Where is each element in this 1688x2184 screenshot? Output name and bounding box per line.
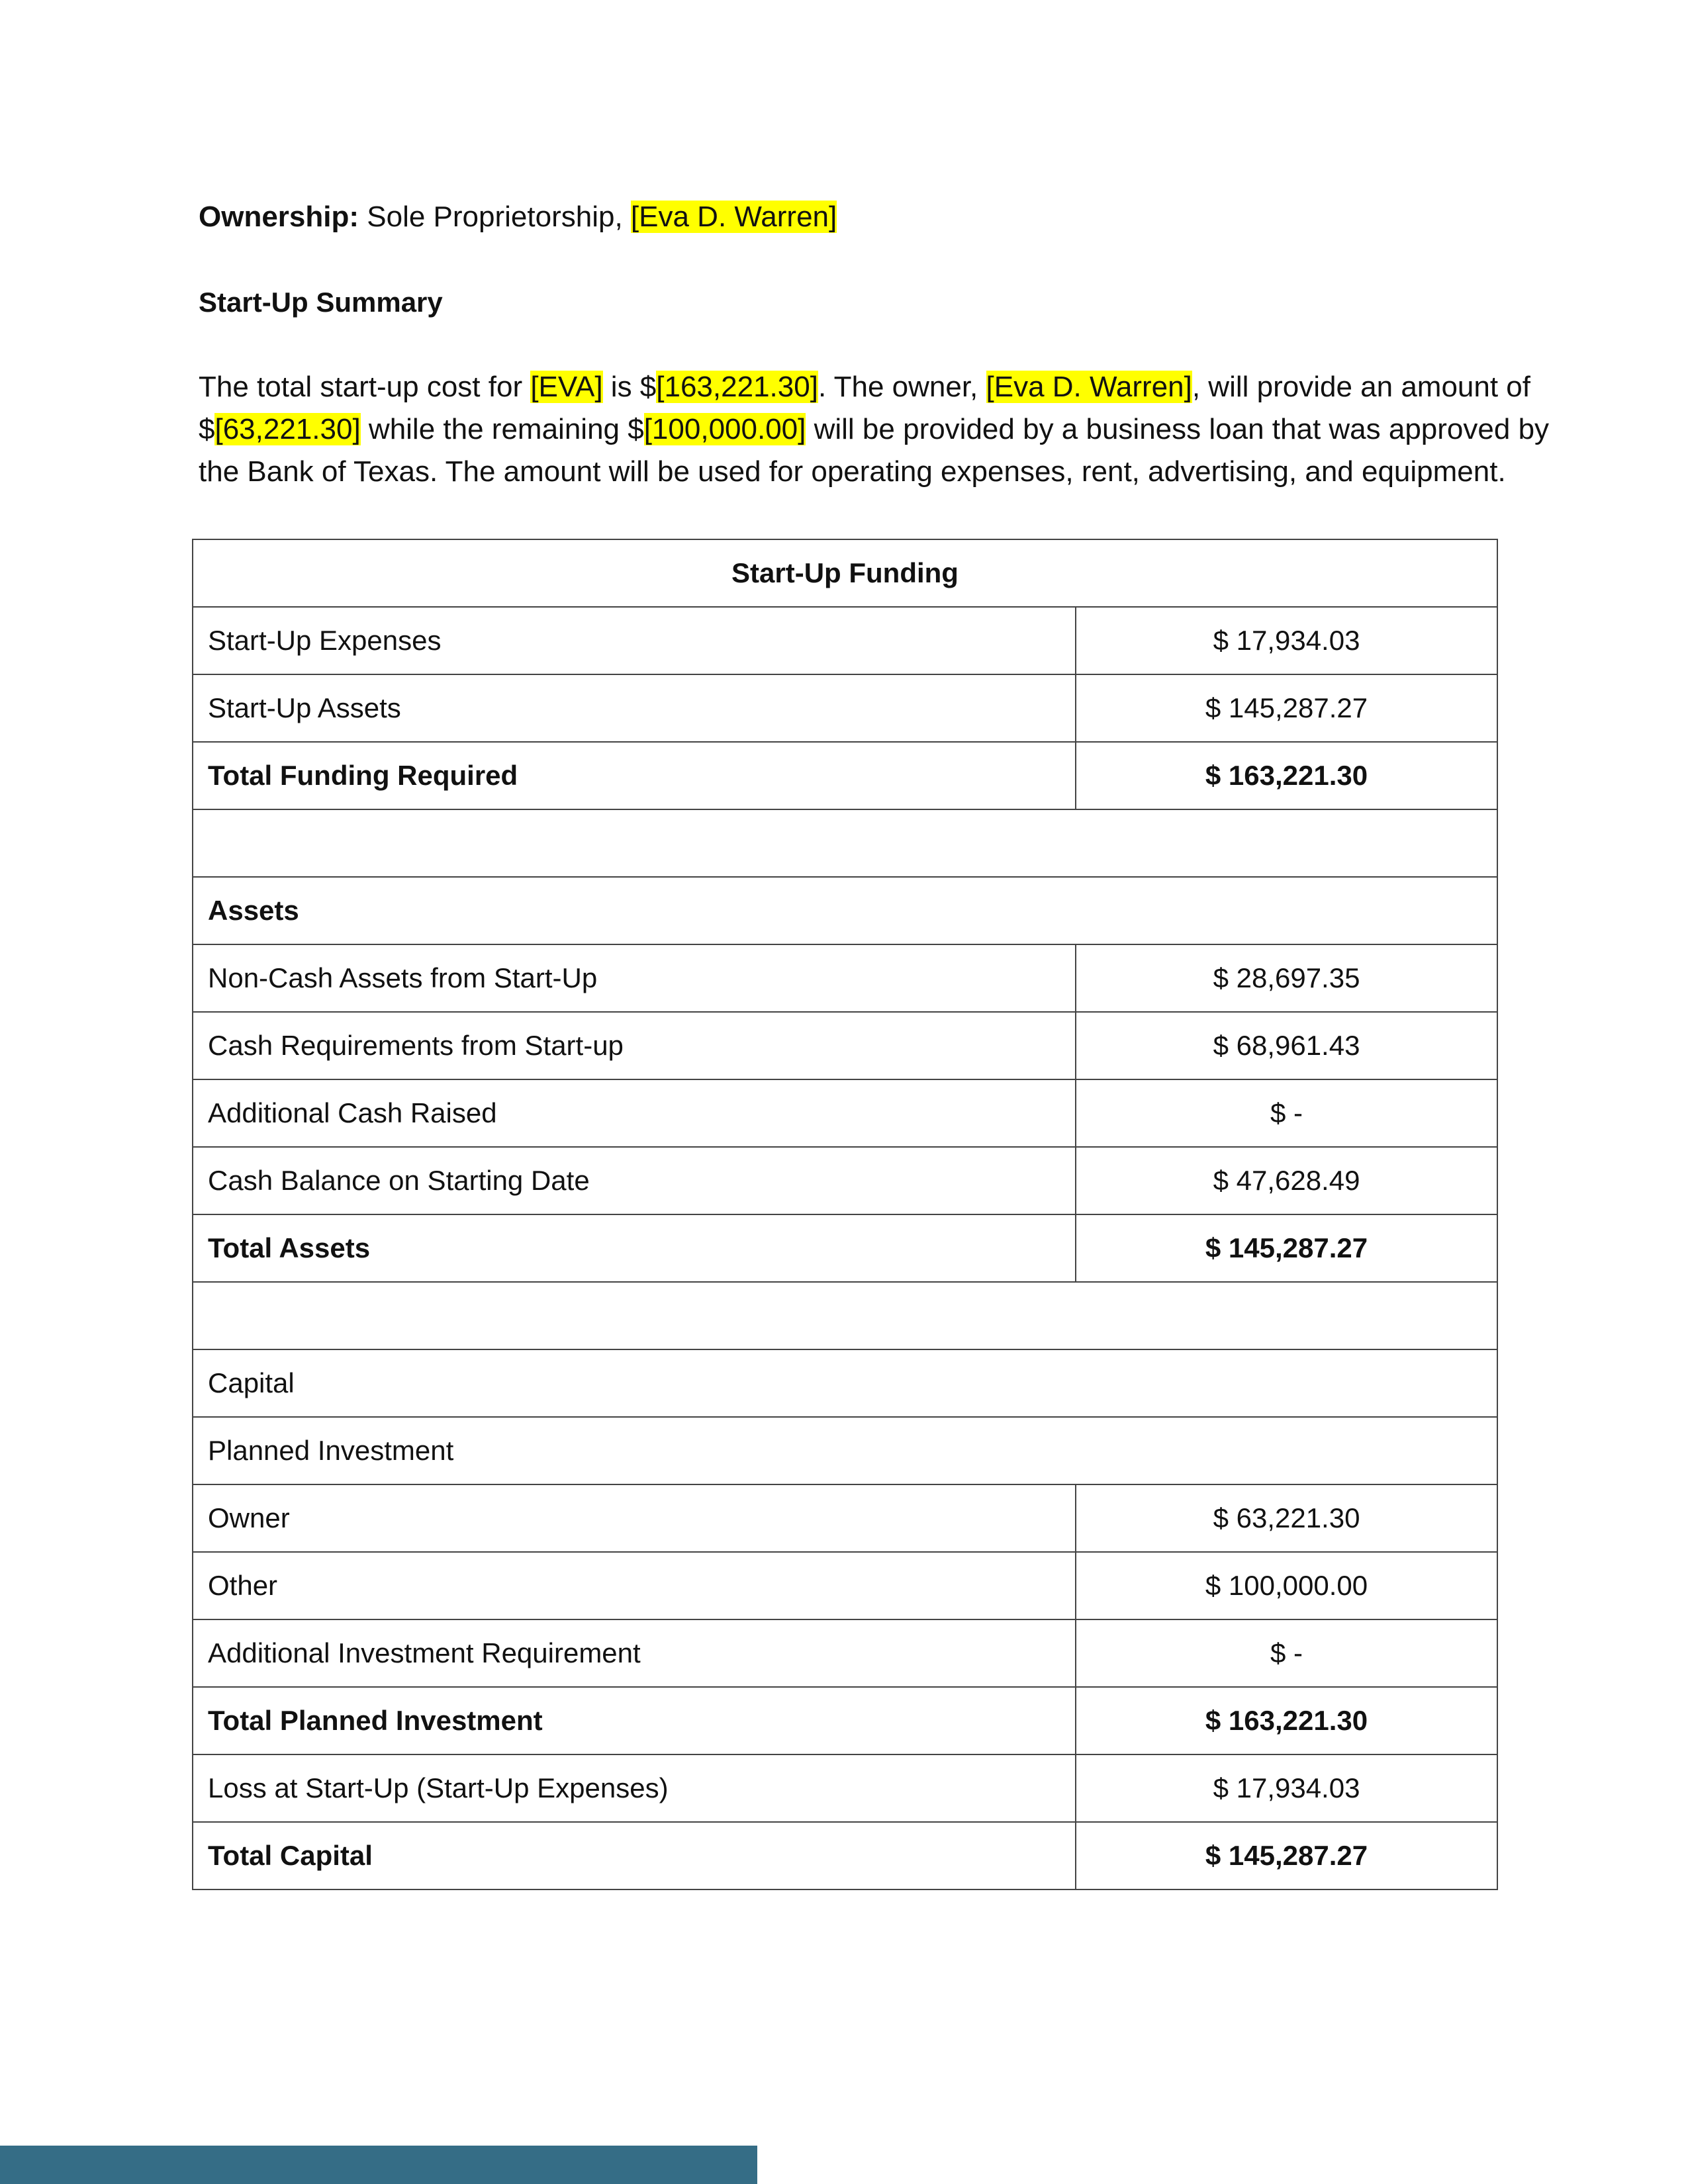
row-label: Additional Investment Requirement: [193, 1619, 1076, 1687]
table-title-row: [193, 539, 1497, 607]
row-value: $ 163,221.30: [1076, 1687, 1497, 1754]
section-label: Planned Investment: [193, 1417, 1497, 1484]
row-value: $ 63,221.30: [1076, 1484, 1497, 1552]
table-row-total-funding-required: [193, 742, 1497, 809]
row-value: $ 145,287.27: [1076, 674, 1497, 742]
row-value: $ 68,961.43: [1076, 1012, 1497, 1079]
table-row-startup-assets: [193, 674, 1497, 742]
blank-cell: [193, 809, 1497, 877]
row-value: $ -: [1076, 1079, 1497, 1147]
row-value: $ 163,221.30: [1076, 742, 1497, 809]
row-label: Loss at Start-Up (Start-Up Expenses): [193, 1754, 1076, 1822]
startup-summary-paragraph: [199, 366, 1550, 493]
table-section-capital: [193, 1349, 1497, 1417]
paragraph-text: The total start-up cost for: [199, 371, 531, 403]
table-row-cash-requirements: [193, 1012, 1497, 1079]
row-label: Total Planned Investment: [193, 1687, 1076, 1754]
section-label: Capital: [193, 1349, 1497, 1417]
ownership-type: Sole Proprietorship,: [359, 201, 631, 233]
paragraph-text: . The owner,: [818, 371, 986, 403]
paragraph-line-1: [199, 366, 1530, 408]
table-row-owner: [193, 1484, 1497, 1552]
row-label: Cash Requirements from Start-up: [193, 1012, 1076, 1079]
row-label: Additional Cash Raised: [193, 1079, 1076, 1147]
paragraph-text: while the remaining $: [360, 413, 644, 445]
total-cost-highlight: [163,221.30]: [656, 371, 818, 403]
paragraph-text: is $: [602, 371, 657, 403]
table-row-total-planned-investment: [193, 1687, 1497, 1754]
row-label: Cash Balance on Starting Date: [193, 1147, 1076, 1214]
row-label: Other: [193, 1552, 1076, 1619]
row-label: Owner: [193, 1484, 1076, 1552]
table-section-assets: [193, 877, 1497, 944]
row-value: $ 145,287.27: [1076, 1822, 1497, 1889]
row-value: $ 17,934.03: [1076, 607, 1497, 674]
paragraph-text: , will provide an amount of: [1192, 371, 1530, 403]
row-value: $ 47,628.49: [1076, 1147, 1497, 1214]
row-label: Start-Up Expenses: [193, 607, 1076, 674]
table-row-startup-expenses: [193, 607, 1497, 674]
row-label: Start-Up Assets: [193, 674, 1076, 742]
company-name-highlight: [EVA]: [530, 371, 603, 403]
paragraph-line-2: [199, 408, 1550, 451]
section-label: Assets: [193, 877, 1497, 944]
startup-funding-table: [192, 539, 1498, 1890]
row-value: $ 145,287.27: [1076, 1214, 1497, 1282]
footer-accent-bar: [0, 2146, 757, 2184]
table-row-blank: [193, 1282, 1497, 1349]
paragraph-text: $: [199, 413, 215, 445]
table-row-blank: [193, 809, 1497, 877]
row-label: Total Funding Required: [193, 742, 1076, 809]
table-row-additional-cash-raised: [193, 1079, 1497, 1147]
table-row-total-capital: [193, 1822, 1497, 1889]
blank-cell: [193, 1282, 1497, 1349]
row-label: Total Assets: [193, 1214, 1076, 1282]
row-value: $ 17,934.03: [1076, 1754, 1497, 1822]
startup-summary-heading: Start-Up Summary: [199, 287, 443, 318]
table-row-other: [193, 1552, 1497, 1619]
row-value: $ -: [1076, 1619, 1497, 1687]
paragraph-line-3: the Bank of Texas. The amount will be used for operating expenses, rent, advertising, and equipment.: [199, 455, 1506, 488]
owner-amount-highlight: [63,221.30]: [214, 413, 361, 445]
table-row-total-assets: [193, 1214, 1497, 1282]
table-title: Start-Up Funding: [193, 539, 1497, 607]
row-value: $ 100,000.00: [1076, 1552, 1497, 1619]
loan-amount-highlight: [100,000.00]: [643, 413, 806, 445]
ownership-line: [199, 196, 837, 238]
table-row-additional-investment: [193, 1619, 1497, 1687]
ownership-label: Ownership:: [199, 201, 359, 233]
row-label: Non-Cash Assets from Start-Up: [193, 944, 1076, 1012]
table-section-planned-investment: [193, 1417, 1497, 1484]
paragraph-text: will be provided by a business loan that was approved by: [806, 413, 1550, 445]
owner-name-highlight: [Eva D. Warren]: [986, 371, 1192, 403]
table-row-cash-balance: [193, 1147, 1497, 1214]
row-value: $ 28,697.35: [1076, 944, 1497, 1012]
owner-name-highlight: [Eva D. Warren]: [630, 201, 837, 233]
row-label: Total Capital: [193, 1822, 1076, 1889]
table-row-non-cash-assets: [193, 944, 1497, 1012]
table-row-loss-at-startup: [193, 1754, 1497, 1822]
